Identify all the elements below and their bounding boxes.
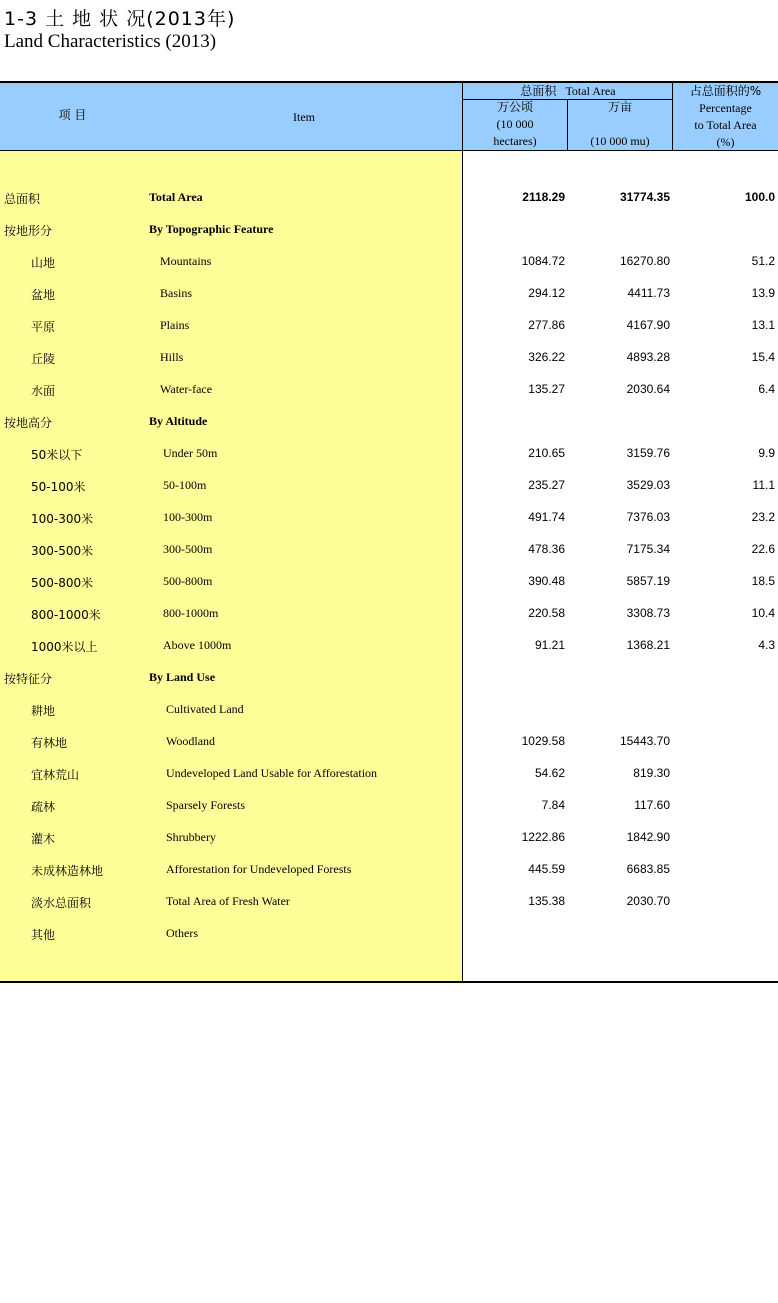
row-label-cn: 耕地 (31, 704, 56, 718)
row-label-en: By Altitude (149, 414, 208, 428)
row-label-cn: 疏林 (31, 800, 56, 814)
row-label-cn: 500-800米 (31, 576, 94, 590)
table-row (0, 342, 778, 374)
table-row (0, 886, 778, 918)
value-mu: 1368.21 (626, 638, 670, 652)
row-label-en: 100-300m (163, 510, 213, 524)
value-mu: 819.30 (633, 766, 670, 780)
value-hectares: 294.12 (528, 286, 565, 300)
value-mu: 7175.34 (626, 542, 670, 556)
row-label-en: 50-100m (163, 478, 207, 492)
row-label-cn: 100-300米 (31, 512, 94, 526)
value-hectares: 135.38 (528, 894, 565, 908)
row-label-en: Under 50m (163, 446, 218, 460)
table-row (0, 694, 778, 726)
value-hectares: 2118.29 (522, 190, 565, 204)
value-hectares: 135.27 (528, 382, 565, 396)
value-percent: 4.3 (758, 638, 775, 652)
row-label-en: Mountains (160, 254, 212, 268)
value-percent: 15.4 (751, 350, 775, 364)
value-mu: 4893.28 (626, 350, 670, 364)
value-mu: 117.60 (634, 798, 670, 812)
value-hectares: 1084.72 (521, 254, 565, 268)
table-row (0, 502, 778, 534)
row-label-en: Sparsely Forests (166, 798, 245, 812)
value-mu: 16270.80 (619, 254, 670, 268)
row-label-en: Plains (160, 318, 190, 332)
row-label-en: Shrubbery (166, 830, 216, 844)
table-row (0, 630, 778, 662)
value-hectares: 326.22 (528, 350, 565, 364)
value-percent: 18.5 (751, 574, 775, 588)
value-mu: 4411.73 (627, 286, 670, 300)
value-hectares: 390.48 (528, 574, 565, 588)
header-item-en: Item (293, 110, 315, 124)
table-row (0, 406, 778, 438)
value-mu: 6683.85 (626, 862, 670, 876)
row-label-cn: 800-1000米 (31, 608, 101, 622)
table-row (0, 278, 778, 310)
value-mu: 3529.03 (626, 478, 670, 492)
table-row (0, 246, 778, 278)
row-label-cn: 未成林造林地 (31, 864, 104, 878)
table-row (0, 374, 778, 406)
value-percent: 6.4 (758, 382, 775, 396)
row-label-cn: 1000米以上 (31, 640, 98, 654)
value-percent: 13.1 (751, 318, 775, 332)
value-hectares: 235.27 (528, 478, 565, 492)
row-label-en: Cultivated Land (166, 702, 244, 716)
row-label-en: Afforestation for Undeveloped Forests (166, 862, 352, 876)
value-percent: 22.6 (751, 542, 775, 556)
table-row (0, 790, 778, 822)
header-col-hectares: 万公顷 (10 000 hectares) (493, 100, 537, 148)
row-label-en: 300-500m (163, 542, 213, 556)
value-hectares: 220.58 (528, 606, 565, 620)
table-row (0, 470, 778, 502)
header-total-area: 总面积 Total Area (520, 84, 616, 98)
value-mu: 3308.73 (626, 606, 670, 620)
table-bottom-rule (0, 981, 778, 983)
row-label-cn: 300-500米 (31, 544, 94, 558)
value-hectares: 277.86 (528, 318, 565, 332)
table-row (0, 566, 778, 598)
row-label-cn: 其他 (31, 928, 56, 942)
table-row (0, 534, 778, 566)
table-row (0, 598, 778, 630)
value-mu: 31774.35 (619, 190, 670, 204)
value-hectares: 1029.58 (521, 734, 565, 748)
land-table (0, 81, 778, 983)
table-row (0, 918, 778, 950)
row-label-cn: 宜林荒山 (31, 768, 80, 782)
row-label-cn: 灌木 (31, 832, 56, 846)
table-row (0, 182, 778, 214)
header-item-cn: 项 目 (58, 108, 87, 122)
row-label-cn: 丘陵 (31, 352, 56, 366)
value-mu: 7376.03 (626, 510, 670, 524)
table-row (0, 726, 778, 758)
row-label-en: 500-800m (163, 574, 213, 588)
row-label-en: Above 1000m (163, 638, 232, 652)
table-row (0, 854, 778, 886)
row-label-cn: 有林地 (31, 736, 68, 750)
row-label-en: By Land Use (149, 670, 216, 684)
row-label-en: Water-face (160, 382, 213, 396)
value-mu: 3159.76 (626, 446, 670, 460)
table-row (0, 822, 778, 854)
value-mu: 4167.90 (626, 318, 670, 332)
value-mu: 5857.19 (626, 574, 670, 588)
row-label-cn: 50-100米 (31, 480, 86, 494)
row-label-cn: 总面积 (4, 192, 41, 206)
value-percent: 9.9 (758, 446, 775, 460)
table-row (0, 438, 778, 470)
row-label-en: Hills (160, 350, 184, 364)
row-label-cn: 水面 (31, 384, 56, 398)
page-title-cn: 1-3 土 地 状 况(2013年) (4, 8, 236, 30)
value-percent: 23.2 (751, 510, 775, 524)
value-hectares: 445.59 (528, 862, 565, 876)
table-row (0, 758, 778, 790)
row-label-en: Total Area (149, 190, 203, 204)
row-label-cn: 平原 (31, 320, 56, 334)
table-header (0, 83, 778, 150)
table-row (0, 214, 778, 246)
value-hectares: 491.74 (528, 510, 565, 524)
value-percent: 13.9 (751, 286, 775, 300)
header-col-mu: 万亩 (10 000 mu) (590, 100, 650, 148)
value-percent: 10.4 (751, 606, 775, 620)
row-label-en: Woodland (166, 734, 216, 748)
row-label-en: By Topographic Feature (149, 222, 274, 236)
row-label-en: Total Area of Fresh Water (166, 894, 290, 908)
value-mu: 2030.70 (626, 894, 670, 908)
header-col-percent: 占总面积的% Percentage to Total Area (%) (689, 84, 762, 149)
value-hectares: 210.65 (528, 446, 565, 460)
row-label-en: Undeveloped Land Usable for Afforestation (166, 766, 378, 780)
page-title-en: Land Characteristics (2013) (4, 31, 217, 52)
row-label-cn: 盆地 (31, 288, 56, 302)
table-row (0, 662, 778, 694)
value-percent: 11.1 (752, 478, 775, 492)
value-mu: 2030.64 (626, 382, 670, 396)
value-hectares: 478.36 (528, 542, 565, 556)
value-percent: 100.0 (744, 190, 775, 204)
row-label-en: Others (166, 926, 198, 940)
row-label-cn: 山地 (31, 256, 56, 270)
table-row (0, 310, 778, 342)
value-mu: 15443.70 (619, 734, 670, 748)
row-label-en: 800-1000m (163, 606, 219, 620)
value-hectares: 7.84 (541, 798, 565, 812)
row-label-en: Basins (160, 286, 193, 300)
value-percent: 51.2 (751, 254, 775, 268)
value-hectares: 54.62 (534, 766, 565, 780)
row-label-cn: 50米以下 (31, 448, 83, 462)
value-hectares: 91.21 (534, 638, 565, 652)
row-label-cn: 按特征分 (4, 672, 53, 686)
row-label-cn: 按地高分 (4, 416, 53, 430)
value-mu: 1842.90 (626, 830, 670, 844)
row-label-cn: 按地形分 (4, 224, 53, 238)
value-hectares: 1222.86 (521, 830, 565, 844)
row-label-cn: 淡水总面积 (31, 896, 92, 910)
